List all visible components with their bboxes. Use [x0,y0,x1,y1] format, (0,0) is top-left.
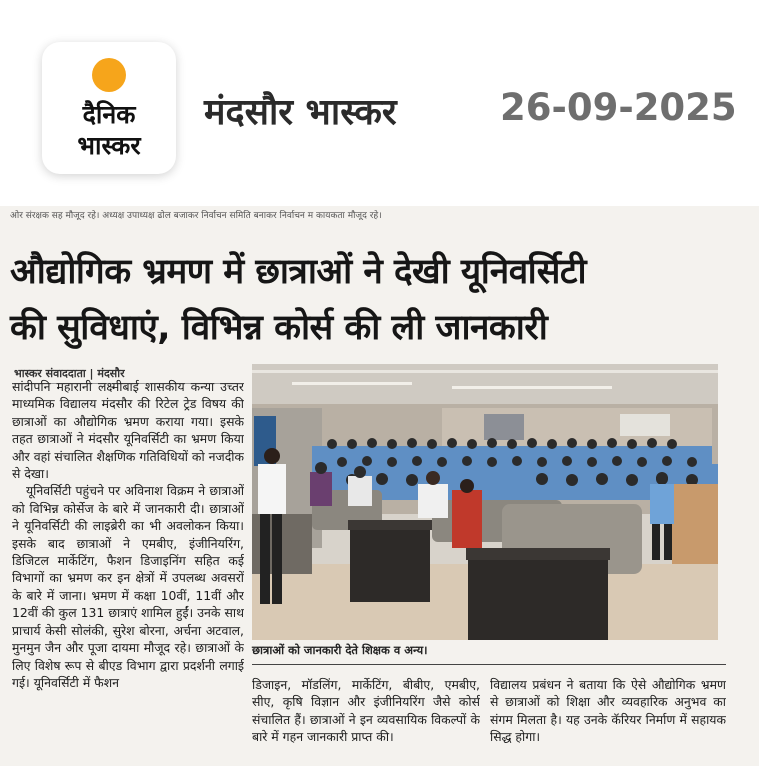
newspaper-clipping [0,206,759,766]
article-column-1 [12,378,244,764]
byline: भास्कर संवाददाता | मंदसौर [14,362,238,384]
logo-text-line1: दैनिक [82,100,136,129]
cut-off-text-strip: ओर संरक्षक सह मौजूद रहे। अध्यक्ष उपाध्यक्ष ढोल बजाकर निर्वाचन समिति बनाकर निर्वाचन म कायकता मौजूद रहे। [10,211,382,220]
article-photo [252,364,718,640]
sun-logo-icon [92,58,126,92]
article-column-3: विद्यालय प्रबंधन ने बताया कि ऐसे औद्योगिक भ्रमण से छात्राओं को शिक्षा और व्यवहारिक अनुभव का संगम मिलता है। यह उनके कॅरियर निर्माण में सहायक सिद्ध होगा। [490,677,726,745]
headline-line-2: की सुविधाएं, विभिन्न कोर्स की ली जानकारी [10,308,548,348]
auditorium-photo-illustration [252,364,718,640]
article-column-2: डिजाइन, मॉडलिंग, मार्केटिंग, बीबीए, एमबीए, सीए, कृषि विज्ञान और इंजीनियरिंग जैसे कोर्स संचालित हैं। छात्राओं ने इन व्यवसायिक विकल्पों के बारे में गहन जानकारी प्राप्त की। [252,677,480,745]
caption-divider [252,664,726,665]
article-paragraph-2: यूनिवर्सिटी पहुंचने पर अविनाश विक्रम ने छात्राओं को विभिन्न कोर्सेज के बारे में जानकारी दी। छात्राओं ने यूनिवर्सिटी की लाइब्रेरी का भी अवलोकन किया। इसके बाद छात्राओं ने एमबीए, इंजीनियरिंग, डिजिटल मार्केटिंग, फैशन डिजाइनिंग सहित कई विभागों का भ्रमण कर इन क्षेत्रों में उपलब्ध अवसरों के बारे में जाना। भ्रमण में कक्षा 10वीं, 11वीं और 12वीं की कुल 131 छात्राएं शामिल हुईं। उनके साथ प्राचार्य केसी सोलंकी, सुरेश बोरना, अर्चना अटवाल, मुनमुन जैन और पूजा दायमा मौजूद रहे। छात्राओं के लिए विशेष रूप से बीएड विभाग द्वारा प्रदर्शनी लगाई गई। यूनिवर्सिटी में फैशन [12,483,244,690]
photo-caption: छात्राओं को जानकारी देते शिक्षक व अन्य। [252,643,428,657]
edition-title: मंदसौर भास्कर [204,92,397,133]
dainik-bhaskar-logo[interactable] [42,42,176,174]
article-paragraph-1: सांदीपनि महारानी लक्ष्मीबाई शासकीय कन्या उच्तर माध्यमिक विद्यालय मंदसौर की रिटेल ट्रेड विषय की छात्राओं का औद्योगिक भ्रमण कराया गया। इसके तहत छात्राओं ने मंदसौर यूनिवर्सिटी का भ्रमण किया और वहां संचालित शैक्षणिक गतिविधियों को नजदीक से देखा। [12,379,244,482]
logo-text-line2: भास्कर [77,131,141,160]
headline-line-1: औद्योगिक भ्रमण में छात्राओं ने देखी यूनिवर्सिटी [10,252,587,292]
publication-date: 26-09-2025 [500,86,737,129]
